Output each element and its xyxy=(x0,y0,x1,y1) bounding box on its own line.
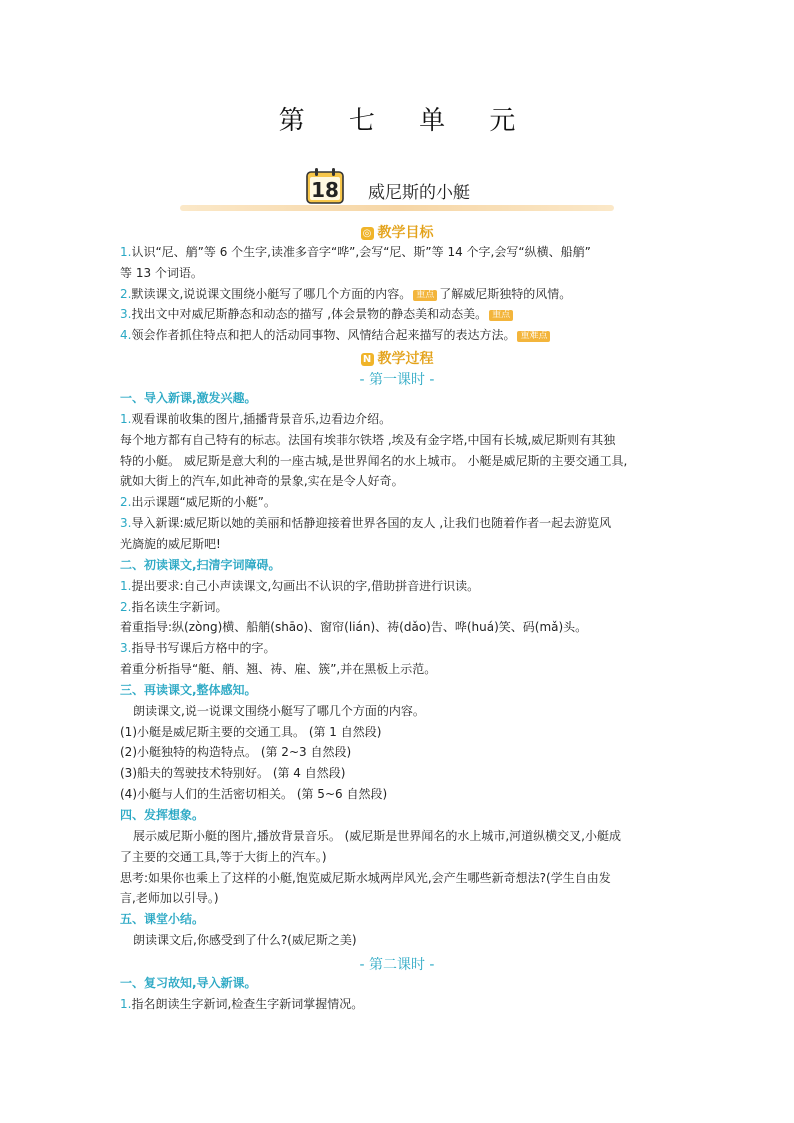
paragraph-line xyxy=(120,662,686,676)
line-text: 每个地方都有自己特有的标志。法国有埃菲尔铁塔 ,埃及有金字塔,中国有长城,威尼斯则有其独 xyxy=(120,432,616,447)
numbered-item xyxy=(120,516,686,530)
period-2-heading: - 第二课时 - xyxy=(359,957,435,973)
paragraph-line xyxy=(120,433,686,447)
numbered-item xyxy=(120,600,686,614)
header-underline xyxy=(180,205,614,211)
step-heading xyxy=(120,391,686,405)
goal-line xyxy=(120,328,686,342)
goal-line xyxy=(120,245,686,259)
numbered-item xyxy=(120,495,686,509)
paragraph-line xyxy=(120,787,686,801)
paragraph-line xyxy=(120,891,686,905)
unit-title: 第 七 单 元 xyxy=(278,106,534,136)
line-text: 朗读课文后,你感受到了什么?(威尼斯之美) xyxy=(133,933,357,948)
paragraph-line xyxy=(133,829,699,843)
item-number: 2. xyxy=(120,495,132,510)
step-heading-text: 三、再读课文,整体感知。 xyxy=(120,682,257,697)
goal-text: 默读课文,说说课文围绕小艇写了哪几个方面的内容。 xyxy=(131,287,412,301)
numbered-item xyxy=(120,412,686,426)
goal-text: 认识“尼、艄”等 6 个生字,读准多音字“哗”,会写“尼、斯”等 14 个字,会写“纵横、船艄” xyxy=(131,245,591,259)
line-text: 提出要求:自己小声读课文,勾画出不认识的字,借助拼音进行识读。 xyxy=(131,578,480,593)
process-heading: N 教学过程 xyxy=(0,348,794,368)
line-text: 指导书写课后方格中的字。 xyxy=(131,641,276,656)
item-number: 3. xyxy=(120,641,132,656)
step-heading-text: 一、导入新课,激发兴趣。 xyxy=(120,391,257,405)
paragraph-line xyxy=(133,704,699,718)
numbered-item xyxy=(120,579,686,593)
line-text: 导入新课:威尼斯以她的美丽和恬静迎接着世界各国的友人 ,让我们也随着作者一起去游览风 xyxy=(131,516,612,531)
goal-number: 4. xyxy=(120,328,132,342)
line-text: 就如大街上的汽车,如此神奇的景象,实在是令人好奇。 xyxy=(120,474,404,489)
paragraph-line xyxy=(120,745,686,759)
goal-number: 1. xyxy=(120,245,132,259)
step-heading xyxy=(120,558,686,572)
line-text: 指名朗读生字新词,检查生字新词掌握情况。 xyxy=(131,997,364,1011)
line-text: 着重分析指导“艇、艄、翘、祷、雇、簇”,并在黑板上示范。 xyxy=(120,662,437,677)
item-number: 1. xyxy=(120,997,132,1011)
step-heading xyxy=(120,683,686,697)
paragraph-line xyxy=(120,537,686,551)
step-heading-text: 五、课堂小结。 xyxy=(120,912,205,927)
line-text: 出示课题“威尼斯的小艇”。 xyxy=(131,495,276,510)
line-text: 指名读生字新词。 xyxy=(131,599,228,614)
item-number: 1. xyxy=(120,411,132,426)
lesson-header xyxy=(180,164,614,214)
goals-heading: ◎ 教学目标 xyxy=(0,222,794,242)
numbered-item xyxy=(120,997,686,1011)
goal-line xyxy=(120,266,686,280)
step-heading xyxy=(120,976,686,990)
target-icon: ◎ xyxy=(361,227,374,240)
line-text: 思考:如果你也乘上了这样的小艇,饱览威尼斯水城两岸风光,会产生哪些新奇想法?(学生自由发 xyxy=(120,870,611,885)
goal-line xyxy=(120,287,686,301)
goal-text: 等 13 个词语。 xyxy=(120,266,203,280)
paragraph-line xyxy=(120,620,686,634)
line-text: (1)小艇是威尼斯主要的交通工具。 (第 1 自然段) xyxy=(120,724,382,739)
line-text: 特的小艇。 威尼斯是意大利的一座古城,是世界闻名的水上城市。 小艇是威尼斯的主要交通工具, xyxy=(120,453,628,468)
item-number: 3. xyxy=(120,516,132,531)
paragraph-line xyxy=(133,933,699,947)
step-heading-text: 二、初读课文,扫清字词障碍。 xyxy=(120,557,281,572)
step-heading xyxy=(120,808,686,822)
period-1-heading: - 第一课时 - xyxy=(359,372,435,388)
key-point-badge: 重点 xyxy=(489,310,513,321)
goal-number: 3. xyxy=(120,307,132,321)
line-text: 着重指导:纵(zòng)横、船艄(shāo)、窗帘(lián)、祷(dǎo)告、哗(huá)笑、码(mǎ)头。 xyxy=(120,620,588,635)
line-text: 言,老师加以引导。) xyxy=(120,891,219,906)
step-heading-text: 四、发挥想象。 xyxy=(120,808,205,822)
calendar-icon xyxy=(304,166,346,206)
line-text: (4)小艇与人们的生活密切相关。 (第 5~6 自然段) xyxy=(120,787,388,802)
paragraph-line xyxy=(120,725,686,739)
key-point-badge: 重难点 xyxy=(517,331,550,342)
line-text: 观看课前收集的图片,插播背景音乐,边看边介绍。 xyxy=(131,411,392,426)
item-number: 2. xyxy=(120,599,132,614)
key-point-badge: 重点 xyxy=(413,290,437,301)
step-heading xyxy=(120,912,686,926)
line-text: (3)船夫的驾驶技术特别好。 (第 4 自然段) xyxy=(120,766,346,781)
paragraph-line xyxy=(120,766,686,780)
goal-text-after: 了解威尼斯独特的风情。 xyxy=(439,287,572,301)
paragraph-line xyxy=(120,850,686,864)
line-text: 朗读课文,说一说课文围绕小艇写了哪几个方面的内容。 xyxy=(133,703,425,718)
goal-line xyxy=(120,307,686,321)
numbered-item xyxy=(120,641,686,655)
line-text: 了主要的交通工具,等于大街上的汽车。) xyxy=(120,849,327,864)
goal-text: 领会作者抓住特点和把人的活动同事物、风情结合起来描写的表达方法。 xyxy=(131,328,516,342)
paragraph-line xyxy=(120,871,686,885)
paragraph-line xyxy=(120,454,686,468)
goal-number: 2. xyxy=(120,287,132,301)
line-text: 光旖旎的威尼斯吧! xyxy=(120,536,221,551)
lesson-name: 威尼斯的小艇 xyxy=(368,183,470,203)
line-text: (2)小艇独特的构造特点。 (第 2~3 自然段) xyxy=(120,745,352,760)
process-icon: N xyxy=(361,353,374,366)
item-number: 1. xyxy=(120,578,132,593)
line-text: 展示威尼斯小艇的图片,播放背景音乐。 (威尼斯是世界闻名的水上城市,河道纵横交叉,小艇成 xyxy=(133,828,621,843)
paragraph-line xyxy=(120,474,686,488)
goal-text: 找出文中对威尼斯静态和动态的描写 ,体会景物的静态美和动态美。 xyxy=(131,307,488,321)
lesson-number: 18 xyxy=(311,178,339,202)
step-heading-text: 一、复习故知,导入新课。 xyxy=(120,976,257,990)
